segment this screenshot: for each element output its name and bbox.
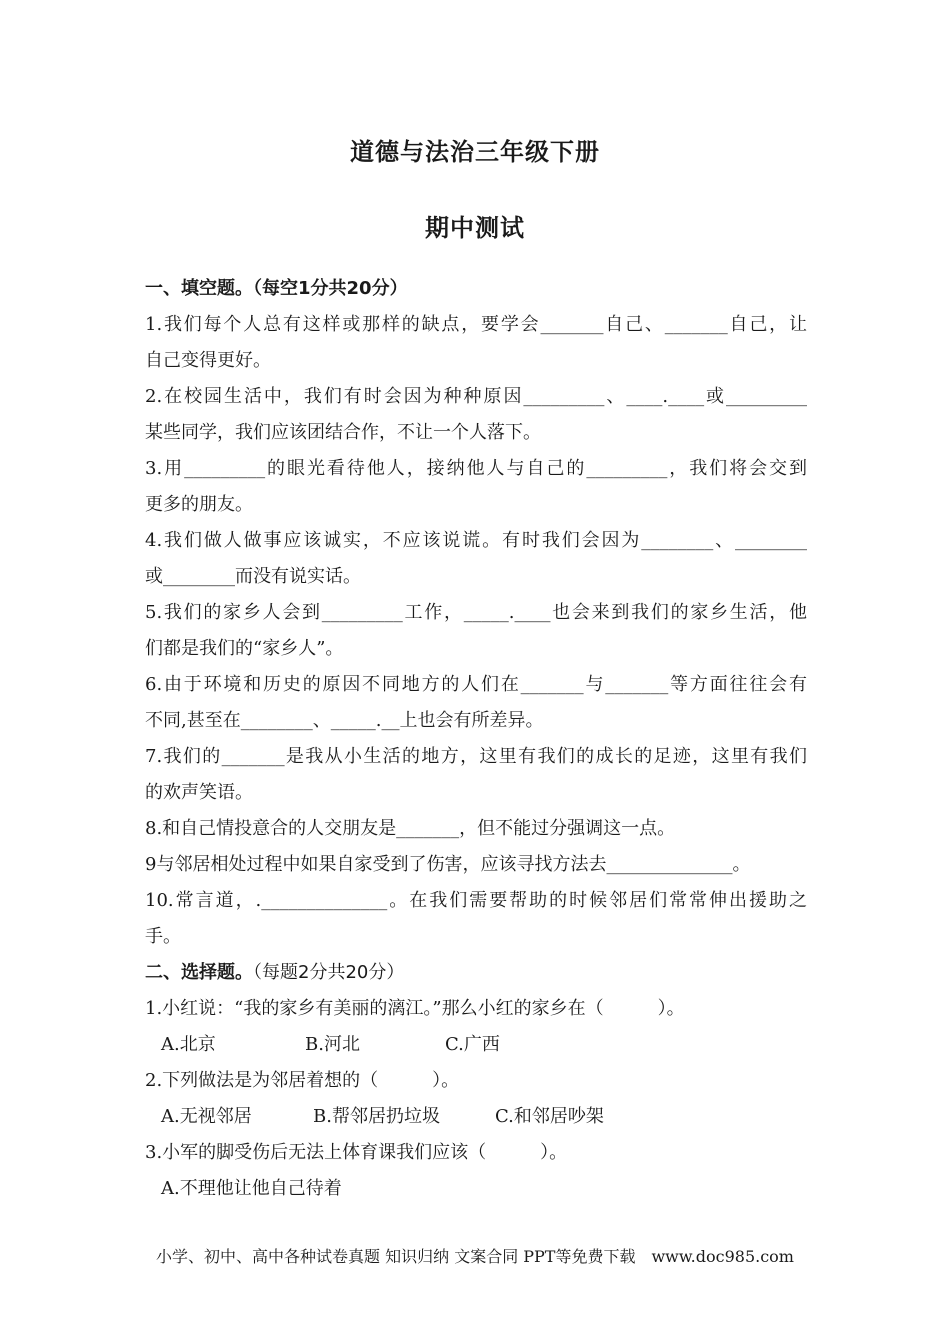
option-b: B.帮邻居扔垃圾 xyxy=(313,1106,440,1127)
document-title: 道德与法治三年级下册 xyxy=(350,138,600,166)
page-footer: 小学、初中、高中各种试卷真题 知识归纳 文案合同 PPT等免费下载 www.doc985.com xyxy=(156,1247,794,1266)
option-row xyxy=(145,1027,807,1063)
question-line: 3.用_________的眼光看待他人，接纳他人与自己的_________，我们将会交到 xyxy=(145,458,807,479)
section1-note: （每空1分共20分） xyxy=(253,278,408,299)
question-line: 某些同学，我们应该团结合作，不让一个人落下。 xyxy=(145,422,541,443)
question-stem: 3.小军的脚受伤后无法上体育课我们应该（ ）。 xyxy=(145,1142,568,1163)
question-line: 手。 xyxy=(145,926,181,947)
question-stem: 1.小红说：“我的家乡有美丽的漓江。”那么小红的家乡在（ ）。 xyxy=(145,998,685,1019)
option-b: B.河北 xyxy=(305,1034,360,1055)
question-line: 1.我们每个人总有这样或那样的缺点，要学会_______自己、_______自己，让 xyxy=(145,314,807,335)
option-a: A.无视邻居 xyxy=(161,1106,252,1127)
section2-note: （每题2分共20分） xyxy=(253,962,405,983)
question-line: 的欢声笑语。 xyxy=(145,782,253,803)
question-line: 自己变得更好。 xyxy=(145,350,271,371)
section2-title: 二、选择题。 xyxy=(145,962,253,983)
section1-heading xyxy=(145,271,807,307)
question-line: 更多的朋友。 xyxy=(145,494,253,515)
question-stem: 2.下列做法是为邻居着想的（ ）。 xyxy=(145,1070,460,1091)
question-line: 不同,甚至在________、_____.__上也会有所差异。 xyxy=(145,710,544,731)
question-line: 2.在校园生活中，我们有时会因为种种原因_________、____.____或_________ xyxy=(145,386,807,407)
option-row xyxy=(145,1099,807,1135)
question-line: 9与邻居相处过程中如果自家受到了伤害，应该寻找方法去______________。 xyxy=(145,854,751,875)
section2-heading xyxy=(145,955,807,991)
option-row xyxy=(145,1171,807,1207)
question-line: 7.我们的_______是我从小生活的地方，这里有我们的成长的足迹，这里有我们 xyxy=(145,746,807,767)
option-c: C.和邻居吵架 xyxy=(495,1106,604,1127)
question-line: 10.常言道，.______________。在我们需要帮助的时候邻居们常常伸出援助之 xyxy=(145,890,807,911)
question-line: 6.由于环境和历史的原因不同地方的人们在_______与_______等方面往往会有 xyxy=(145,674,807,695)
section1-title: 一、填空题。 xyxy=(145,278,253,299)
question-line: 们都是我们的“家乡人”。 xyxy=(145,638,344,659)
question-line: 4.我们做人做事应该诚实，不应该说谎。有时我们会因为________、________ xyxy=(145,530,807,551)
option-a: A.不理他让他自己待着 xyxy=(161,1178,342,1199)
option-a: A.北京 xyxy=(161,1034,216,1055)
document-subtitle: 期中测试 xyxy=(425,214,525,242)
option-c: C.广西 xyxy=(445,1034,500,1055)
exam-content xyxy=(145,271,807,1207)
question-line: 8.和自己情投意合的人交朋友是_______，但不能过分强调这一点。 xyxy=(145,818,676,839)
question-line: 5.我们的家乡人会到_________工作，_____.____也会来到我们的家乡生活，他 xyxy=(145,602,807,623)
question-line: 或________而没有说实话。 xyxy=(145,566,361,587)
